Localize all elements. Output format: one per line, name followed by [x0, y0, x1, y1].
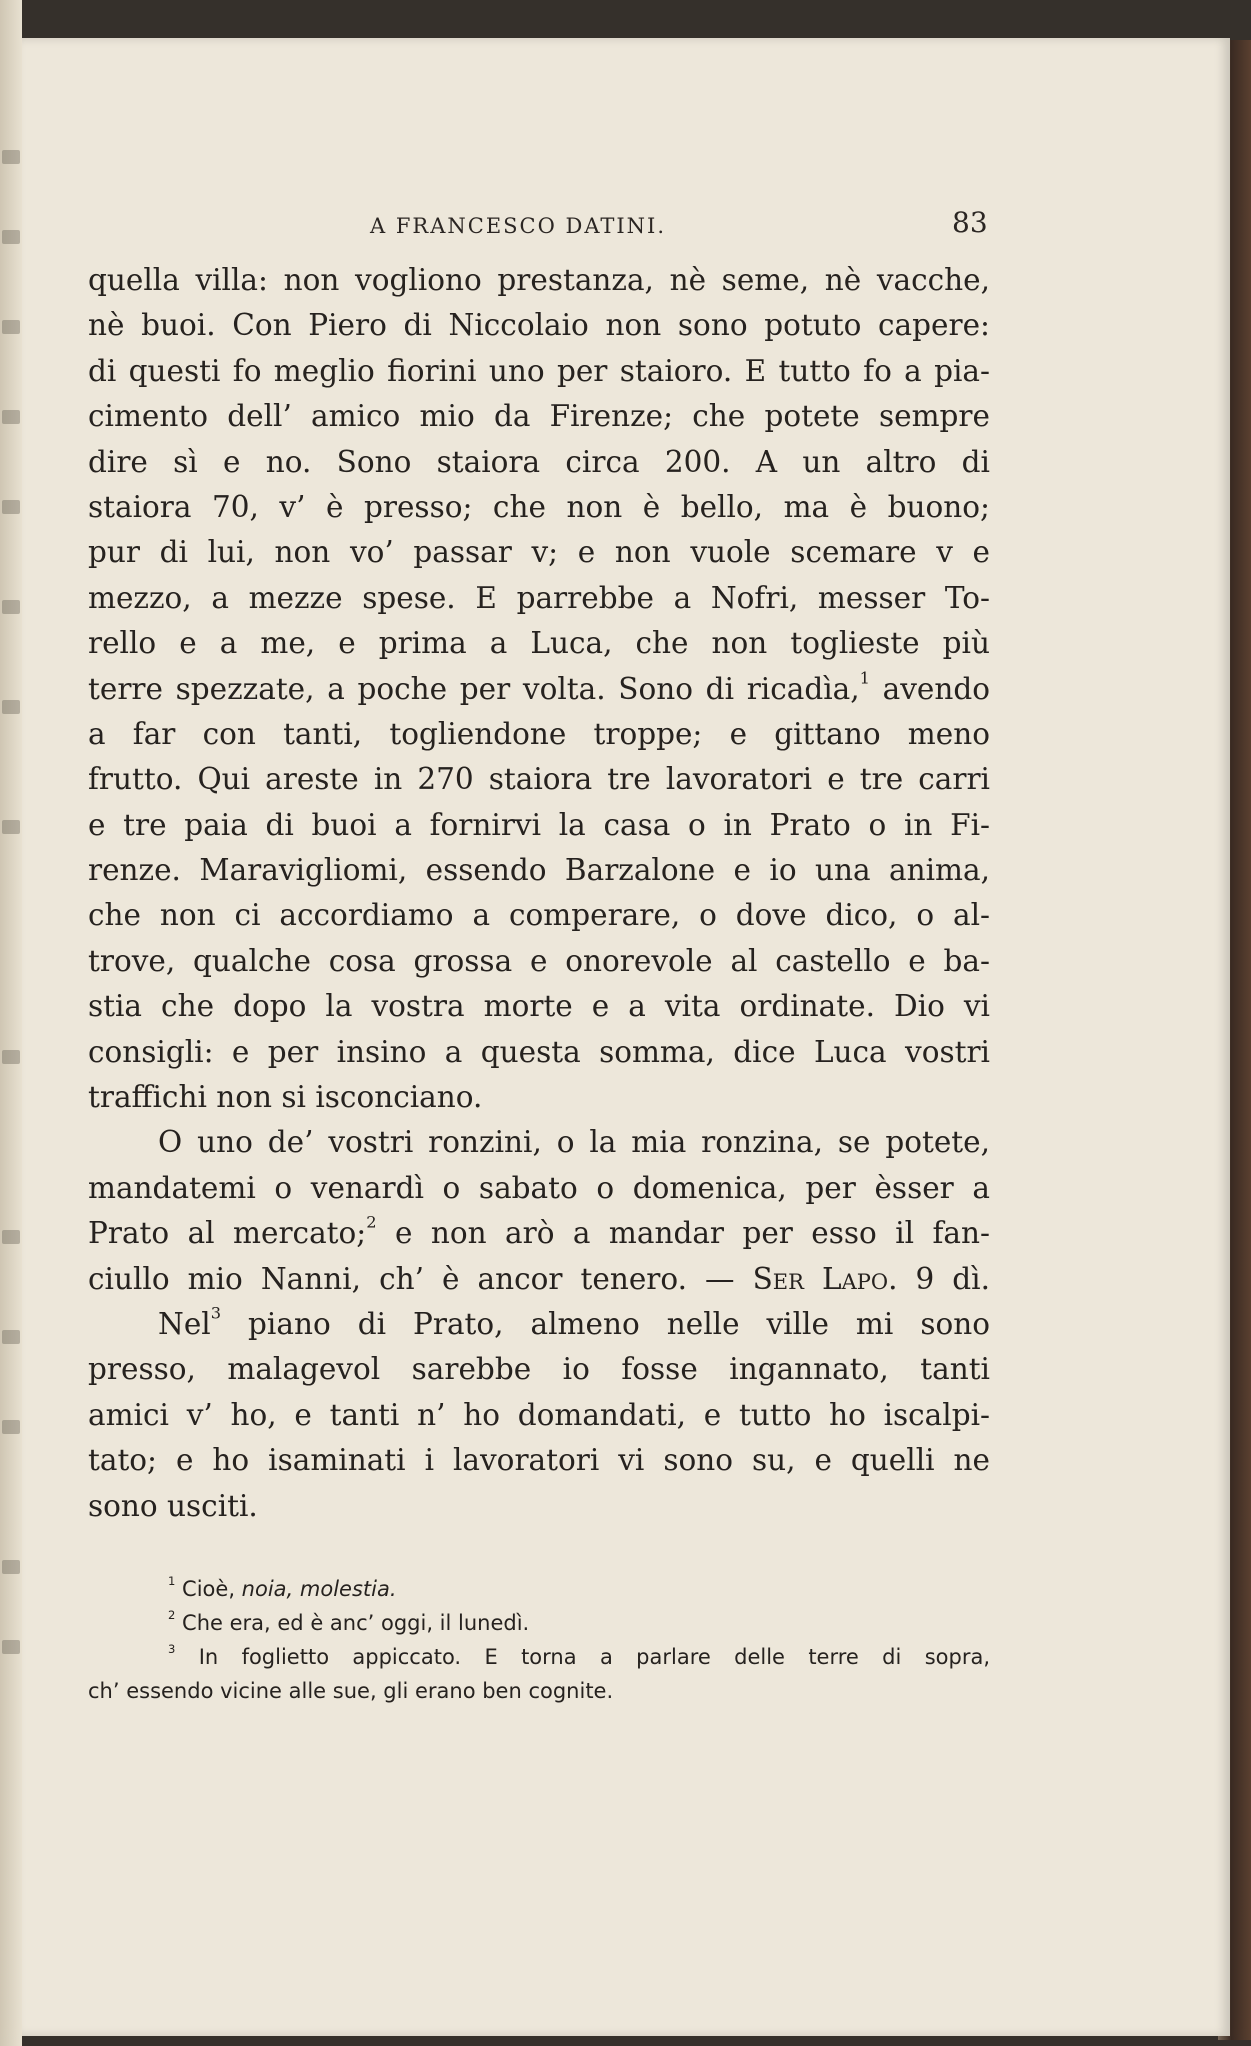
text-line	[88, 1211, 990, 1256]
page-number: 83	[952, 206, 988, 239]
text-line: e tre paia di buoi a fornirvi la casa o in Prato o in Fi-	[88, 807, 990, 842]
text-segment: Prato al mercato;	[88, 1216, 367, 1251]
footnote-reference: 1	[859, 668, 870, 688]
footnote-1-italic: noia, molestia.	[241, 1577, 397, 1601]
text-line: quella villa: non vogliono prestanza, nè seme, nè vacche,	[88, 263, 990, 297]
footnote-2-marker: 2	[168, 1608, 176, 1623]
text-line: di questi fo meglio fiorini uno per staioro. E tutto fo a pia-	[88, 353, 990, 388]
text-line	[88, 1302, 990, 1347]
text-segment: Nel	[158, 1306, 211, 1341]
footnotes	[88, 1572, 990, 1708]
footnote-3-marker: 3	[168, 1642, 176, 1657]
text-line: pur di lui, non vo’ passar v; e non vuole scemare v e	[88, 535, 990, 570]
text-line: cimento dell’ amico mio da Firenze; che potete sempre	[88, 399, 990, 434]
text-segment: e non arò a mandar per esso il fan-	[376, 1216, 990, 1251]
author-signature: Ser Lapo	[752, 1261, 889, 1296]
text-line: consigli: e per insino a questa somma, dice Luca vostri	[88, 1034, 990, 1069]
body-text	[88, 258, 990, 1529]
running-head: A FRANCESCO DATINI.	[370, 214, 667, 238]
text-line	[88, 667, 990, 712]
text-line: amici v’ ho, e tanti n’ ho domandati, e tutto ho iscalpi-	[88, 1397, 990, 1432]
text-line: dire sì e no. Sono staiora circa 200. A un altro di	[88, 444, 990, 479]
text-line: rello e a me, e prima a Luca, che non toglieste più	[88, 626, 990, 661]
footnote-2	[88, 1606, 990, 1640]
text-line: frutto. Qui areste in 270 staiora tre lavoratori e tre carri	[88, 762, 990, 797]
text-segment: ciullo mio Nanni, ch’ è ancor tenero. —	[88, 1261, 753, 1296]
text-line: renze. Maravigliomi, essendo Barzalone e io una anima,	[88, 853, 990, 888]
text-segment: piano di Prato, almeno nelle ville mi sono	[221, 1306, 990, 1341]
book-page	[22, 38, 1230, 2036]
text-line: a far con tanti, togliendone troppe; e gittano meno	[88, 716, 990, 751]
footnote-3-text: In foglietto appiccato. E torna a parlare delle terre di sopra,	[198, 1645, 990, 1669]
footnote-1-marker: 1	[168, 1574, 176, 1589]
text-line: stia che dopo la vostra morte e a vita ordinate. Dio vi	[88, 989, 990, 1024]
left-page-edge	[0, 0, 22, 2046]
text-line: tato; e ho isaminati i lavoratori vi sono su, e quelli ne	[88, 1443, 990, 1478]
text-line: mezzo, a mezze spese. E parrebbe a Nofri, messer To-	[88, 580, 990, 615]
footnote-reference: 2	[366, 1212, 377, 1232]
text-line: nè buoi. Con Piero di Niccolaio non sono potuto capere:	[88, 308, 990, 343]
text-segment: avendo	[869, 671, 990, 706]
text-line: mandatemi o venardì o sabato o domenica, per èsser a	[88, 1170, 990, 1205]
text-line: che non ci accordiamo a comperare, o dove dico, o al-	[88, 898, 990, 933]
footnote-reference: 3	[210, 1303, 222, 1323]
text-line: traffichi non si isconciano.	[88, 1080, 483, 1115]
text-line: sono usciti.	[88, 1488, 258, 1523]
text-line: staiora 70, v’ è presso; che non è bello, ma è buono;	[88, 489, 990, 524]
text-line: trove, qualche cosa grossa e onorevole al castello e ba-	[88, 943, 990, 978]
text-line: presso, malagevol sarebbe io fosse ingannato, tanti	[88, 1352, 990, 1387]
footnote-3-continuation: ch’ essendo vicine alle sue, gli erano ben cognite.	[88, 1679, 614, 1703]
footnote-2-text: Che era, ed è anc’ oggi, il lunedì.	[182, 1611, 530, 1635]
footnote-1	[88, 1572, 990, 1606]
text-line	[88, 1257, 990, 1302]
text-line: O uno de’ vostri ronzini, o la mia ronzina, se potete,	[158, 1125, 990, 1160]
text-segment: . 9 dì.	[888, 1261, 990, 1296]
page-header	[22, 204, 1230, 244]
footnote-3	[88, 1640, 990, 1674]
text-segment: terre spezzate, a poche per volta. Sono di ricadìa,	[88, 671, 860, 706]
footnote-1-text: Cioè,	[182, 1577, 242, 1601]
